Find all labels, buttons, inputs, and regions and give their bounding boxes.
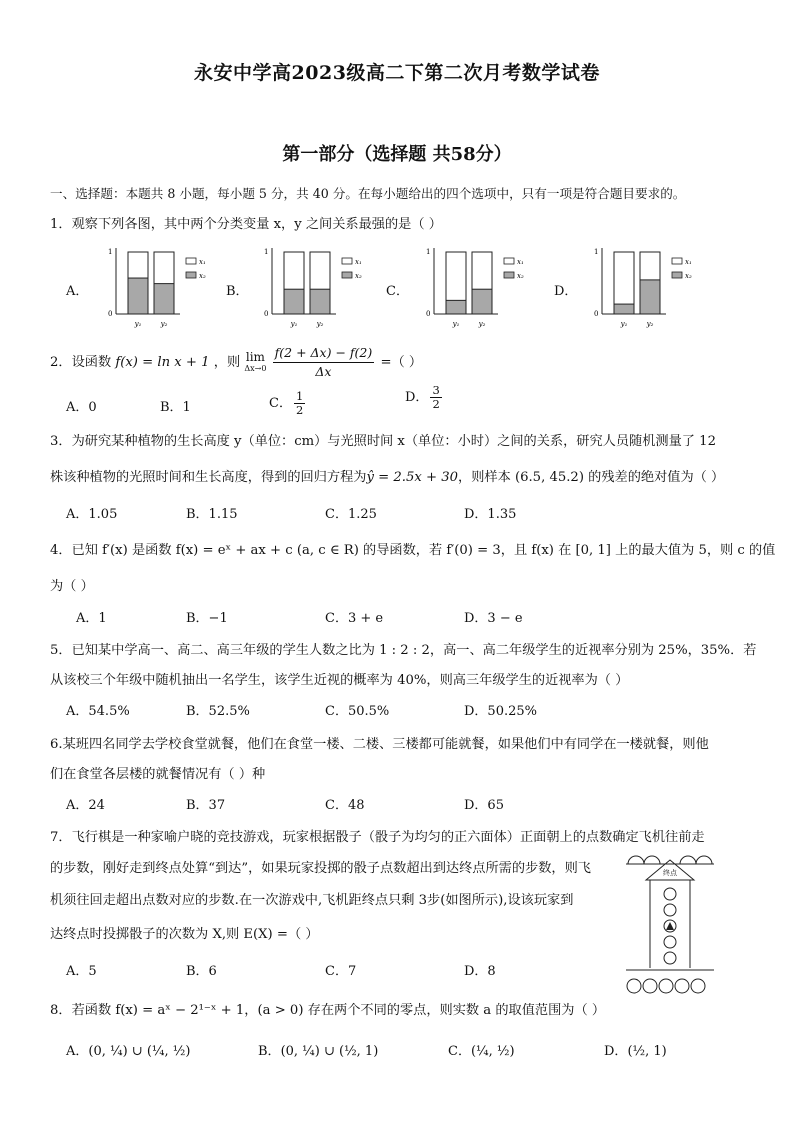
q5-line2: 从该校三个年级中随机抽出一名学生，该学生近视的概率为 40%，则高三年级学生的近视率为（ ）	[50, 673, 629, 688]
q2-option-c: C． $\frac{1}{2}$	[269, 389, 304, 417]
q7-option-d: D．8	[464, 964, 496, 979]
bar-x2-2	[640, 280, 660, 314]
q1-chart-a	[106, 242, 216, 332]
q4-line1: 4．已知 f′(x) 是函数 f(x) = eˣ + ax + c (a, c ∈ R) 的导函数，若 f′(0) = 3，且 f(x) 在 [0, 1] 上的最大值为 5，则 c 的值	[50, 543, 776, 558]
plane-icon	[666, 922, 674, 930]
q2-stem-b: ，则	[213, 355, 241, 370]
q2-limit: lim Δx→0	[244, 349, 267, 373]
bar-x2-2	[154, 284, 174, 314]
q1-option-b-label: B．	[226, 284, 249, 299]
q2-option-a: A．0	[66, 400, 97, 415]
q1-stem: 1．观察下列各图，其中两个分类变量 x，y 之间关系最强的是（ ）	[50, 217, 442, 232]
q3-line2: 株该种植物的光照时间和生长高度，得到的回归方程为ŷ = 2.5x + 30，则样本 (6.5, 45.2) 的残差的绝对值为（ ）	[50, 470, 725, 485]
q3-option-c: C．1.25	[325, 507, 377, 522]
q1-option-a-label: A．	[66, 284, 89, 299]
q7-option-a: A．5	[66, 964, 97, 979]
section-heading: 第一部分（选择题 共58分）	[282, 144, 512, 165]
q7-line1: 7．飞行棋是一种家喻户晓的竞技游戏，玩家根据骰子（骰子为均匀的正六面体）正面朝上的点数确定飞机往前走	[50, 830, 705, 845]
q4-line2: 为（ ）	[50, 579, 94, 594]
legend-label-x1: x₁	[517, 258, 524, 266]
q2-stem	[50, 344, 422, 381]
q4-option-c: C．3 + e	[325, 611, 384, 626]
x-tick-label: y₁	[134, 320, 142, 328]
flight-chess-board-figure	[622, 850, 718, 1000]
legend-swatch-x1	[504, 258, 514, 264]
y-tick-label: 1	[264, 248, 269, 256]
y-tick-label: 0	[108, 310, 113, 318]
q5-option-b: B．52.5%	[186, 704, 250, 719]
q6-option-d: D．65	[464, 798, 504, 813]
x-tick-label: y₁	[620, 320, 628, 328]
instructions: 一、选择题：本题共 8 小题，每小题 5 分，共 40 分。在每小题给出的四个选项中，只有一项是符合题目要求的。	[50, 186, 686, 201]
legend-label-x1: x₁	[355, 258, 362, 266]
q4-option-b: B．−1	[186, 611, 228, 626]
bar-x2-1	[128, 278, 148, 314]
y-tick-label: 0	[264, 310, 269, 318]
q2-option-b: B．1	[160, 400, 191, 415]
q3-regression-equation: ŷ = 2.5x + 30	[366, 470, 459, 485]
legend-label-x1: x₁	[199, 258, 206, 266]
q8-option-b: B．(0, ¼) ∪ (½, 1)	[258, 1044, 379, 1059]
q8-option-d: D．(½, 1)	[604, 1044, 667, 1059]
q5-line1: 5．已知某中学高一、高二、高三年级的学生人数之比为 1 : 2 : 2，高一、高二年级学生的近视率分别为 25%，35%．若	[50, 643, 757, 658]
q3-option-a: A．1.05	[66, 507, 118, 522]
q1-chart-c	[424, 242, 534, 332]
q5-option-c: C．50.5%	[325, 704, 390, 719]
bar-x2-1	[614, 304, 634, 314]
q6-line2: 们在食堂各层楼的就餐情况有（ ）种	[50, 767, 266, 782]
y-tick-label: 1	[108, 248, 113, 256]
finish-label: 终点	[663, 869, 677, 877]
legend-swatch-x2	[504, 272, 514, 278]
y-tick-label: 1	[594, 248, 599, 256]
q1-option-c-label: C．	[386, 284, 409, 299]
q3-line1: 3．为研究某种植物的生长高度 y（单位：cm）与光照时间 x（单位：小时）之间的关系，研究人员随机测量了 12	[50, 434, 716, 449]
q5-option-a: A．54.5%	[66, 704, 130, 719]
legend-swatch-x1	[186, 258, 196, 264]
q6-option-a: A．24	[66, 798, 105, 813]
q7-line2: 的步数，刚好走到终点处算“到达”，如果玩家投掷的骰子点数超出到达终点所需的步数，则飞	[50, 861, 591, 876]
q8-option-a: A．(0, ¼) ∪ (¼, ½)	[66, 1044, 191, 1059]
q1-chart-d	[592, 242, 702, 332]
q6-option-c: C．48	[325, 798, 365, 813]
bar-x2-1	[446, 300, 466, 314]
x-tick-label: y₂	[316, 320, 324, 328]
legend-label-x1: x₁	[685, 258, 692, 266]
q6-option-b: B．37	[186, 798, 226, 813]
legend-label-x2: x₂	[355, 272, 362, 280]
legend-swatch-x1	[342, 258, 352, 264]
q7-option-c: C．7	[325, 964, 357, 979]
q1-chart-b	[262, 242, 372, 332]
y-tick-label: 0	[594, 310, 599, 318]
q7-option-b: B．6	[186, 964, 217, 979]
q6-line1: 6.某班四名同学去学校食堂就餐，他们在食堂一楼、二楼、三楼都可能就餐，如果他们中有同学在一楼就餐，则他	[50, 737, 709, 752]
legend-swatch-x2	[342, 272, 352, 278]
page-title: 永安中学高2023级高二下第二次月考数学试卷	[194, 62, 600, 84]
bar-x2-2	[472, 289, 492, 314]
y-tick-label: 1	[426, 248, 431, 256]
bar-x2-1	[284, 289, 304, 314]
q2-stem-a: 2．设函数	[50, 355, 112, 370]
legend-label-x2: x₂	[199, 272, 206, 280]
x-tick-label: y₁	[452, 320, 460, 328]
legend-swatch-x2	[186, 272, 196, 278]
q5-option-d: D．50.25%	[464, 704, 537, 719]
q4-option-d: D．3 − e	[464, 611, 523, 626]
y-tick-label: 0	[426, 310, 431, 318]
x-tick-label: y₁	[290, 320, 298, 328]
x-tick-label: y₂	[478, 320, 486, 328]
q1-option-d-label: D．	[554, 284, 578, 299]
legend-swatch-x2	[672, 272, 682, 278]
x-tick-label: y₂	[160, 320, 168, 328]
legend-label-x2: x₂	[685, 272, 692, 280]
q2-stem-c: =（ ）	[380, 355, 423, 370]
legend-label-x2: x₂	[517, 272, 524, 280]
q7-line3: 机须往回走超出点数对应的步数.在一次游戏中,飞机距终点只剩 3步(如图所示),设该玩家到	[50, 893, 574, 908]
q2-difference-quotient: $\frac{f(2 + \Delta x) - f(2)}{\Delta x}$	[274, 345, 373, 379]
q8-option-c: C．(¼, ½)	[448, 1044, 515, 1059]
q7-line4: 达终点时投掷骰子的次数为 X,则 E(X) =（ ）	[50, 927, 319, 942]
q3-option-b: B．1.15	[186, 507, 238, 522]
legend-swatch-x1	[672, 258, 682, 264]
q2-fx: f(x) = ln x + 1	[115, 355, 210, 370]
bar-x2-2	[310, 289, 330, 314]
q8-line1: 8．若函数 f(x) = aˣ − 2¹⁻ˣ + 1，(a > 0) 存在两个不同的零点，则实数 a 的取值范围为（ ）	[50, 1003, 606, 1018]
q4-option-a: A．1	[76, 611, 107, 626]
q3-option-d: D．1.35	[464, 507, 517, 522]
q2-option-d: D． $\frac{3}{2}$	[405, 383, 440, 411]
x-tick-label: y₂	[646, 320, 654, 328]
